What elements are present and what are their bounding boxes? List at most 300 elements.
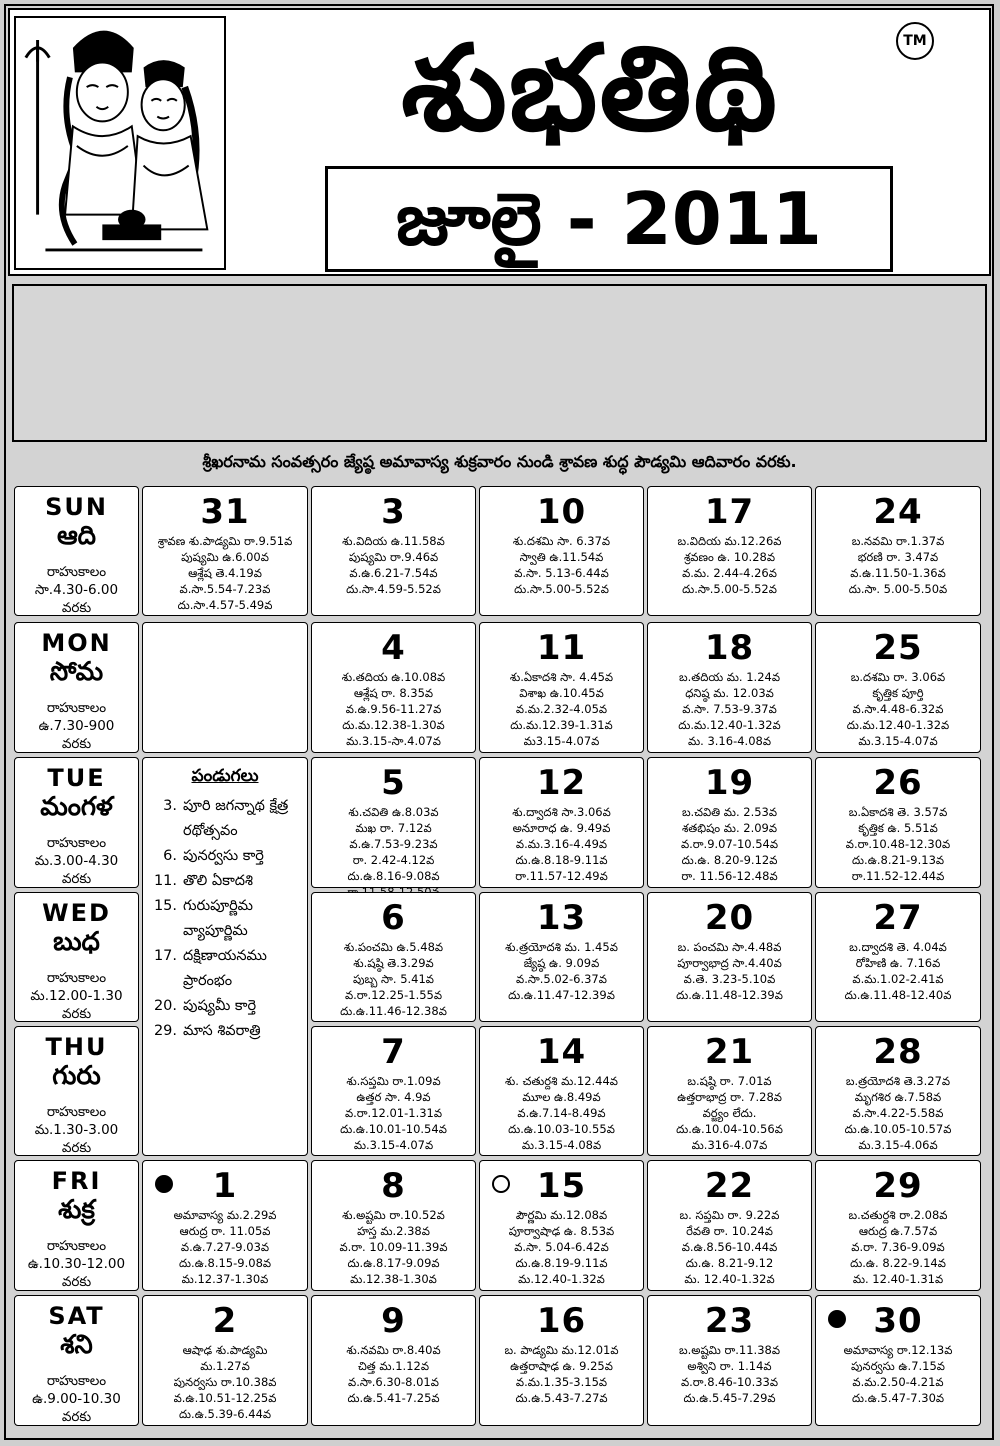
panchang-line: శు.నవమి రా.8.40వ	[346, 1343, 441, 1357]
panchang-line: దు.మ.12.38-1.30వ	[342, 718, 445, 732]
rahukalam-label: రాహుకాలం	[46, 700, 107, 716]
panchang-line: మ.1.27వ	[200, 1359, 250, 1373]
panchang-line: వ.మ.3.16-4.49వ	[515, 837, 608, 851]
date-cell-27	[815, 892, 981, 1022]
panchang-line: వ.సా.4.22-5.58వ	[852, 1106, 944, 1120]
date-number: 21	[704, 1032, 755, 1072]
panchang-line: బ. సప్తమి రా. 9.22వ	[679, 1208, 780, 1222]
panchang-line: దు.ఉ.8.19-9.11వ	[515, 1256, 608, 1270]
rahukalam-label: రాహుకాలం	[46, 1373, 107, 1389]
panchang-line: మృగశిర ఉ.7.58వ	[854, 1090, 942, 1104]
panchang-line: రోహిణి ఉ. 7.16వ	[855, 956, 941, 970]
panchang-line: మ.12.40-1.32వ	[518, 1272, 605, 1286]
date-cell-16	[479, 1295, 644, 1426]
panchang-line: ఆరుద్ర ఉ.7.57వ	[858, 1224, 938, 1238]
panchang-line: దు.ఉ. 8.21-9.12	[685, 1256, 774, 1270]
panchang-line: దు.సా.5.00-5.52వ	[682, 582, 777, 596]
panchang-line: బ.అష్టమి రా.11.38వ	[678, 1343, 781, 1357]
date-cell-15	[479, 1160, 644, 1291]
date-number: 25	[873, 628, 923, 668]
day-name-en: FRI	[51, 1167, 102, 1195]
day-cell-thu	[14, 1026, 139, 1156]
panchang-line: శు.సప్తమి రా.1.09వ	[346, 1074, 441, 1088]
date-cell-28	[815, 1026, 981, 1156]
calendar-title: శుభతిథి	[401, 19, 779, 157]
festival-name: గురుపూర్ణిమ	[183, 898, 254, 914]
day-name-te: గురు	[52, 1061, 101, 1091]
panchang-line: వ.తె. 3.23-5.10వ	[683, 972, 776, 986]
panchang-line: రా. 2.42-4.12వ	[352, 853, 435, 867]
panchang-line: శు.షష్ఠి తె.3.29వ	[353, 956, 434, 970]
panchang-line: మ.3.15-సా.4.07వ	[346, 734, 441, 748]
panchang-line: శు.త్రయోదశి మ. 1.45వ	[505, 940, 618, 954]
panchang-details	[480, 804, 643, 884]
panchang-line: మ3.15-4.07వ	[523, 734, 600, 748]
panchang-details	[816, 939, 980, 1003]
panchang-details	[816, 804, 980, 884]
festival-item	[143, 944, 307, 969]
panchang-details	[648, 1342, 811, 1406]
day-cell-sun	[14, 486, 139, 616]
date-number: 30	[873, 1301, 923, 1341]
date-number: 4	[381, 628, 406, 668]
date-number: 1	[212, 1166, 238, 1206]
panchang-line: దు.ఉ.5.41-7.25వ	[347, 1391, 440, 1405]
panchang-details	[312, 939, 475, 1019]
date-cell-11	[479, 622, 644, 753]
rahukalam-time: ఉ.7.30-900	[38, 718, 115, 734]
panchang-details	[648, 1207, 811, 1287]
festival-item	[143, 894, 307, 919]
panchang-details	[648, 804, 811, 884]
panchang-line: దు.సా.5.00-5.52వ	[514, 582, 609, 596]
rahukalam	[15, 699, 138, 753]
panchang-line: బ.షష్ఠి రా. 7.01వ	[687, 1074, 772, 1088]
festival-date: 20.	[153, 998, 177, 1014]
panchang-line: వ.సా.5.02-6.37వ	[516, 972, 607, 986]
festival-date: 11.	[153, 873, 177, 889]
panchang-line: పూర్వాభాద్ర సా.4.40వ	[677, 956, 782, 970]
panchang-line: బ.తదియ మ. 1.24వ	[678, 670, 781, 684]
panchang-line: మ.316-4.07వ	[691, 1138, 768, 1152]
day-name-te: శుక్ర	[58, 1195, 95, 1225]
festival-name: పూరి జగన్నాథ క్షేత్ర	[183, 798, 289, 814]
day-cell-sat	[14, 1295, 139, 1426]
rahukalam	[15, 1372, 138, 1426]
festival-date: 3.	[163, 798, 177, 814]
date-number: 17	[704, 492, 755, 532]
festival-item	[143, 994, 307, 1019]
panchang-line: వ.సా. 5.13-6.44వ	[514, 566, 609, 580]
panchang-line: శు.ద్వాదశి సా.3.06వ	[512, 805, 611, 819]
date-cell-31	[142, 486, 308, 616]
panchang-line: దు.ఉ.8.17-9.09వ	[347, 1256, 440, 1270]
panchang-line: రా.11.57-12.49వ	[515, 869, 608, 883]
day-cell-fri	[14, 1160, 139, 1291]
date-number: 6	[381, 898, 406, 938]
panchang-details	[312, 533, 475, 597]
panchang-line: చిత్త మ.1.12వ	[357, 1359, 429, 1373]
panchang-line: శ్రావణ శు.పాడ్యమి రా.9.51వ	[157, 534, 293, 548]
panchang-line: వ.మ.2.50-4.21వ	[852, 1375, 944, 1389]
panchang-details	[480, 939, 643, 1003]
festival-name: పునర్వసు కార్తె	[183, 848, 264, 864]
panchang-line: వ.ఉ.7.53-9.23వ	[349, 837, 438, 851]
panchang-details	[648, 939, 811, 1003]
panchang-line: వ.సా.6.30-8.01వ	[348, 1375, 439, 1389]
date-cell-9	[311, 1295, 476, 1426]
panchang-line: ఉత్తర సా. 4.9వ	[356, 1090, 431, 1104]
date-cell-3	[311, 486, 476, 616]
date-cell-8	[311, 1160, 476, 1291]
day-cell-tue	[14, 757, 139, 888]
date-number: 26	[873, 763, 923, 803]
panchang-line: ధనిష్ఠ మ. 12.03వ	[685, 686, 774, 700]
panchang-line: అనూరాధ ఉ. 9.49వ	[512, 821, 611, 835]
rahukalam-label: రాహుకాలం	[46, 970, 107, 986]
panchang-line: వ.రా.9.07-10.54వ	[680, 837, 779, 851]
blank-banner-area	[12, 284, 987, 442]
panchang-line: దు.ఉ. 8.20-9.12వ	[681, 853, 778, 867]
date-number: 14	[536, 1032, 587, 1072]
day-name-en: THU	[45, 1033, 108, 1061]
festival-name: దక్షిణాయనము	[183, 948, 267, 964]
panchang-line: వ.రా. 7.36-9.09వ	[851, 1240, 945, 1254]
date-number: 7	[381, 1032, 406, 1072]
panchang-line: ఆశ్లేష రా. 8.35వ	[353, 686, 434, 700]
panchang-line: దు.ఉ.8.15-9.08వ	[178, 1256, 272, 1270]
panchang-line: అమావాస్య రా.12.13వ	[843, 1343, 953, 1357]
festivals-title: పండుగలు	[191, 766, 259, 786]
day-name-en: MON	[41, 629, 112, 657]
date-number: 20	[704, 898, 755, 938]
panchang-line: మ.3.15-4.07వ	[353, 1138, 434, 1152]
panchang-line: దు.ఉ.5.45-7.29వ	[683, 1391, 776, 1405]
festival-item-continued: ప్రారంభం	[183, 973, 233, 989]
day-name-te: సోమ	[49, 657, 104, 687]
panchang-line: దు.ఉ.10.04-10.56వ	[676, 1122, 783, 1136]
panchang-line: వ.ఉ.9.56-11.27వ	[345, 702, 442, 716]
panchang-line: దు.మ.12.40-1.32వ	[678, 718, 781, 732]
rahukalam-suffix: వరకు	[61, 600, 92, 616]
panchang-line: మ.12.38-1.30వ	[350, 1272, 437, 1286]
panchang-details	[816, 1342, 980, 1406]
date-cell-10	[479, 486, 644, 616]
festival-item	[143, 1019, 307, 1044]
panchang-line: వ.మ.2.32-4.05వ	[515, 702, 608, 716]
panchang-line: శు.తదియ ఉ.10.08వ	[341, 670, 446, 684]
panchang-line: మ. 3.16-4.08వ	[687, 734, 771, 748]
rahukalam-time: ఉ.9.00-10.30	[32, 1391, 121, 1407]
panchang-line: మ.3.15-4.06వ	[858, 1138, 938, 1152]
day-cell-wed	[14, 892, 139, 1022]
festival-date: 17.	[153, 948, 177, 964]
panchang-line: వ.ఉ.11.50-1.36వ	[850, 566, 946, 580]
date-number: 27	[873, 898, 923, 938]
panchang-line: వ.ఉ.6.21-7.54వ	[349, 566, 438, 580]
festival-name: పుష్యమీ కార్తె	[183, 998, 257, 1014]
rahukalam	[15, 563, 138, 617]
panchang-details	[816, 533, 980, 597]
panchang-line: బ. పంచమి సా.4.48వ	[677, 940, 782, 954]
date-cell-30	[815, 1295, 981, 1426]
panchang-details	[143, 533, 307, 613]
festival-item	[143, 794, 307, 819]
panchang-line: మ.3.15-4.07వ	[858, 734, 938, 748]
festival-name: మాస శివరాత్రి	[183, 1023, 261, 1039]
rahukalam-time: మ.1.30-3.00	[34, 1122, 119, 1138]
festivals-box	[142, 757, 308, 1156]
date-number: 16	[536, 1301, 587, 1341]
deity-image	[14, 16, 226, 270]
date-cell-5	[311, 757, 476, 888]
panchang-line: వ.సా.4.48-6.32వ	[852, 702, 944, 716]
panchang-line: దు.ఉ.5.39-6.44వ	[178, 1407, 272, 1421]
panchang-line: వ.రా.8.46-10.33వ	[680, 1375, 779, 1389]
panchang-line: శు. చతుర్దశి మ.12.44వ	[504, 1074, 618, 1088]
panchang-line: శు.దశమి సా. 6.37వ	[512, 534, 611, 548]
date-cell-19	[647, 757, 812, 888]
day-name-te: బుధ	[53, 927, 100, 957]
panchang-line: దు.ఉ.11.46-12.38వ	[340, 1004, 447, 1018]
date-number: 31	[200, 492, 250, 532]
panchang-line: మ.12.37-1.30వ	[181, 1272, 269, 1286]
panchang-details	[648, 669, 811, 749]
panchang-details	[480, 669, 643, 749]
panchang-line: బ.త్రయోదశి తె.3.27వ	[845, 1074, 951, 1088]
date-cell-17	[647, 486, 812, 616]
panchang-line: శ్రవణం ఉ. 10.28వ	[683, 550, 776, 564]
shiva-parvati-illustration	[16, 18, 224, 268]
festival-item	[143, 869, 307, 894]
panchang-details	[648, 533, 811, 597]
date-cell-6	[311, 892, 476, 1022]
date-cell-25	[815, 622, 981, 753]
panchang-line: వ.ఉ.10.51-12.25వ	[173, 1391, 277, 1405]
panchang-line: పునర్వసు ఉ.7.15వ	[851, 1359, 945, 1373]
panchang-line: కృత్తిక పూర్తి	[872, 686, 924, 700]
day-name-en: TUE	[47, 764, 106, 792]
date-number: 9	[381, 1301, 406, 1341]
date-cell-26	[815, 757, 981, 888]
rahukalam-suffix: వరకు	[61, 871, 92, 887]
panchang-line: దు.ఉ.8.18-9.11వ	[515, 853, 608, 867]
panchang-line: వ.సా. 5.04-6.42వ	[514, 1240, 609, 1254]
panchang-line: పుష్యమి ఉ.6.00వ	[181, 550, 269, 564]
panchang-line: శు.చవితి ఉ.8.03వ	[348, 805, 439, 819]
panchang-line: బ. పాడ్యమి మ.12.01వ	[504, 1343, 619, 1357]
panchang-details	[480, 533, 643, 597]
panchang-line: మ. 12.40-1.32వ	[684, 1272, 775, 1286]
panchang-line: వ.మ.1.02-2.41వ	[852, 972, 944, 986]
panchang-line: దు.ఉ.10.05-10.57వ	[844, 1122, 952, 1136]
date-cell-4	[311, 622, 476, 753]
date-cell-24	[815, 486, 981, 616]
panchang-line: బ.విదియ మ.12.26వ	[677, 534, 782, 548]
day-name-en: SUN	[45, 493, 108, 521]
panchang-line: పుష్యమి రా.9.46వ	[348, 550, 439, 564]
panchang-line: బ.దశమి రా. 3.06వ	[850, 670, 946, 684]
panchang-line: ఉత్తరాభాద్ర రా. 7.28వ	[677, 1090, 782, 1104]
panchang-line: అశ్విని రా. 1.14వ	[687, 1359, 772, 1373]
day-name-te: మంగళ	[40, 792, 113, 822]
festival-item-continued: వ్యాపూర్ణిమ	[183, 923, 248, 939]
panchang-details	[816, 1207, 980, 1287]
panchang-line: వ.ఉ.7.27-9.03వ	[180, 1240, 270, 1254]
rahukalam-label: రాహుకాలం	[46, 835, 107, 851]
full-moon-icon	[492, 1175, 510, 1193]
rahukalam-suffix: వరకు	[61, 736, 92, 752]
day-name-te: శని	[60, 1330, 93, 1360]
panchang-line: బ.చవితి మ. 2.53వ	[681, 805, 778, 819]
day-name-te: ఆది	[56, 521, 97, 551]
panchang-details	[480, 1073, 643, 1153]
rahukalam-time: ఉ.10.30-12.00	[27, 1256, 126, 1272]
festival-date: 15.	[153, 898, 177, 914]
date-number: 3	[381, 492, 406, 532]
panchang-line: స్వాతి ఉ.11.54వ	[519, 550, 604, 564]
panchang-line: పునర్వసు రా.10.38వ	[173, 1375, 277, 1389]
date-number: 11	[536, 628, 587, 668]
rahukalam-time: మ.3.00-4.30	[34, 853, 119, 869]
panchang-line: బ.ఏకాదశి తె. 3.57వ	[848, 805, 948, 819]
panchang-line: మఖ రా. 7.12వ	[355, 821, 432, 835]
panchang-details	[816, 669, 980, 749]
panchang-line: బ.నవమి రా.1.37వ	[851, 534, 945, 548]
panchang-details	[143, 1207, 307, 1287]
panchang-line: దు.మ.12.39-1.31వ	[510, 718, 613, 732]
panchang-line: రా. 11.56-12.48వ	[681, 869, 778, 883]
panchang-details	[648, 1073, 811, 1153]
panchang-line: వ.రా.12.25-1.55వ	[344, 988, 443, 1002]
panchang-details	[312, 669, 475, 749]
date-cell-12	[479, 757, 644, 888]
panchang-line: మ.3.15-4.08వ	[521, 1138, 602, 1152]
samvatsaram-line: శ్రీఖరనామ సంవత్సరం జ్యేష్ఠ అమావాస్య శుక్రవారం నుండి శ్రావణ శుద్ధ పౌడ్యమి ఆదివారం వరకు.	[202, 452, 797, 471]
rahukalam-suffix: వరకు	[61, 1274, 92, 1290]
panchang-line: బ.ద్వాదశి తె. 4.04వ	[849, 940, 947, 954]
date-cell-21	[647, 1026, 812, 1156]
date-number: 5	[381, 763, 406, 803]
date-cell-14	[479, 1026, 644, 1156]
panchang-line: దు.ఉ.8.16-9.08వ	[347, 869, 440, 883]
panchang-line: ఆషాఢ శు.పాడ్యమి	[182, 1343, 268, 1357]
new-moon-icon	[828, 1310, 846, 1328]
date-number: 18	[704, 628, 755, 668]
panchang-line: వ.మ. 2.44-4.26వ	[682, 566, 777, 580]
empty-date-cell	[142, 622, 308, 753]
panchang-line: దు.ఉ.11.48-12.40వ	[844, 988, 952, 1002]
rahukalam-time: సా.4.30-6.00	[34, 582, 119, 598]
panchang-details	[480, 1342, 643, 1406]
panchang-line: వర్జ్యం లేదు.	[702, 1106, 757, 1120]
panchang-line: వ.సా. 7.53-9.37వ	[682, 702, 777, 716]
panchang-line: దు.సా.4.57-5.49వ	[177, 598, 273, 612]
date-number: 13	[536, 898, 587, 938]
panchang-line: శు.అష్టమి రా.10.52వ	[342, 1208, 445, 1222]
panchang-line: వ.మ.1.35-3.15వ	[515, 1375, 608, 1389]
date-cell-20	[647, 892, 812, 1022]
panchang-line: ఉత్తరాషాఢ ఉ. 9.25వ	[510, 1359, 613, 1373]
date-number: 19	[704, 763, 755, 803]
date-number: 2	[212, 1301, 238, 1341]
panchang-line: బ.చతుర్దశి రా.2.08వ	[848, 1208, 948, 1222]
date-cell-7	[311, 1026, 476, 1156]
date-cell-1	[142, 1160, 308, 1291]
rahukalam-label: రాహుకాలం	[46, 564, 107, 580]
festival-date: 6.	[163, 848, 177, 864]
panchang-line: భరణి రా. 3.47వ	[857, 550, 939, 564]
panchang-line: వ.ఉ.7.14-8.49వ	[517, 1106, 606, 1120]
panchang-line: దు.మ.12.40-1.32వ	[846, 718, 950, 732]
panchang-line: అమావాస్య మ.2.29వ	[173, 1208, 277, 1222]
date-number: 12	[536, 763, 587, 803]
panchang-line: వ.ఉ.8.56-10.44వ	[681, 1240, 778, 1254]
panchang-line: వ.రా.12.01-1.31వ	[344, 1106, 443, 1120]
rahukalam-suffix: వరకు	[61, 1409, 92, 1425]
panchang-details	[143, 1342, 307, 1422]
month-year: జూలై - 2011	[325, 166, 893, 272]
panchang-line: దు.ఉ.10.01-10.54వ	[340, 1122, 447, 1136]
panchang-line: శు.ఏకాదశి సా. 4.45వ	[509, 670, 614, 684]
day-cell-mon	[14, 622, 139, 753]
panchang-line: జ్యేష్ఠ ఉ. 9.09వ	[523, 956, 600, 970]
panchang-line: హస్త మ.2.38వ	[357, 1224, 430, 1238]
panchang-line: వ.రా.10.48-12.30వ	[845, 837, 951, 851]
panchang-line: ఆశ్లేష తె.4.19వ	[188, 566, 262, 580]
rahukalam-label: రాహుకాలం	[46, 1104, 107, 1120]
panchang-line: వ.సా.5.54-7.23వ	[179, 582, 271, 596]
festival-item-continued: రథోత్సవం	[183, 823, 238, 839]
date-number: 23	[704, 1301, 755, 1341]
rahukalam	[15, 1103, 138, 1157]
panchang-details	[816, 1073, 980, 1153]
date-number: 24	[873, 492, 923, 532]
rahukalam	[15, 1237, 138, 1291]
panchang-line: మూల ఉ.8.49వ	[522, 1090, 601, 1104]
panchang-line: దు.ఉ.11.47-12.39వ	[508, 988, 615, 1002]
panchang-line: రా.11.52-12.44వ	[851, 869, 945, 883]
date-number: 28	[873, 1032, 923, 1072]
panchang-line: శు.విదియ ఉ.11.58వ	[342, 534, 445, 548]
panchang-line: విశాఖ ఉ.10.45వ	[519, 686, 604, 700]
panchang-line: శతభిషం మ. 2.09వ	[681, 821, 778, 835]
panchang-line: పౌర్ణమి మ.12.08వ	[515, 1208, 608, 1222]
date-cell-13	[479, 892, 644, 1022]
date-number: 8	[381, 1166, 406, 1206]
panchang-line: దు.సా.4.59-5.52వ	[346, 582, 441, 596]
panchang-line: పూర్వాషాఢ ఉ. 8.53వ	[508, 1224, 615, 1238]
rahukalam-suffix: వరకు	[61, 1140, 92, 1156]
panchang-line: రేవతి రా. 10.24వ	[686, 1224, 773, 1238]
panchang-line: ఆరుద్ర రా. 11.05వ	[179, 1224, 271, 1238]
date-number: 15	[536, 1166, 587, 1206]
panchang-details	[312, 1073, 475, 1153]
panchang-line: దు.ఉ.11.48-12.39వ	[676, 988, 783, 1002]
date-cell-18	[647, 622, 812, 753]
rahukalam	[15, 834, 138, 888]
trademark-symbol: TM	[896, 22, 934, 60]
date-number: 29	[873, 1166, 923, 1206]
date-cell-2	[142, 1295, 308, 1426]
date-cell-22	[647, 1160, 812, 1291]
festival-date: 29.	[153, 1023, 177, 1039]
rahukalam-label: రాహుకాలం	[46, 1238, 107, 1254]
date-cell-29	[815, 1160, 981, 1291]
date-number: 22	[704, 1166, 755, 1206]
rahukalam	[15, 969, 138, 1023]
day-name-en: SAT	[48, 1302, 105, 1330]
